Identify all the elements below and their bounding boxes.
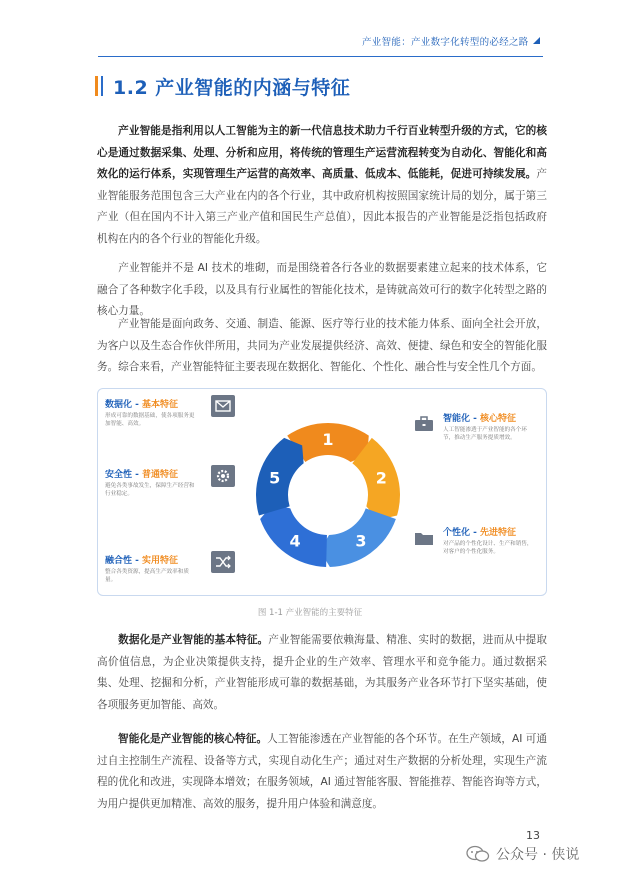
paragraph-datafication: [97, 630, 547, 716]
definition-bold: 产业智能是指利用以人工智能为主的新一代信息技术助力千行百业转型升级的方式，它的核心是通过数据采集、处理、分析和应用，将传统的管理生产运营流程转变为自动化、智能化和高效化的运行体系，实现管理生产运营的高效率、高质量、低成本、低能耗，促进可持续发展。: [97, 125, 547, 180]
feature-name: 个性化: [443, 528, 471, 538]
feature-name: 数据化: [105, 400, 133, 410]
feature-desc: 对产品的个性化设计、生产和销售，对客户的个性化服务。: [443, 541, 533, 555]
heading-accent-bar-blue: [101, 76, 103, 96]
feature-security: [105, 467, 200, 498]
feature-cycle-diagram: [248, 395, 408, 591]
feature-sep: -: [132, 400, 143, 410]
feature-sep: -: [470, 528, 481, 538]
feature-desc: 避免各类事故发生，保障生产经营和行业稳定。: [105, 483, 195, 497]
cycle-number-2: 2: [375, 468, 387, 488]
feature-sep: -: [470, 414, 481, 424]
feature-type: 普通特征: [142, 470, 179, 480]
feature-fusion: [105, 553, 200, 584]
mail-icon: [211, 395, 235, 417]
cycle-number-5: 5: [269, 468, 281, 488]
running-title: 产业智能：产业数字化转型的必经之路: [362, 37, 529, 48]
datafication-rest: 产业智能需要依赖海量、精准、实时的数据，进而从中提取高价值信息，为企业决策提供支持，提升企业的生产效率、管理水平和竞争能力。通过数据采集、处理、挖掘和分析，产业智能形成可靠的数据基础，为其服务产业各环节打下坚实基础，使各项服务更加智能、高效。: [97, 634, 547, 711]
page-number: 13: [526, 829, 540, 842]
feature-type: 核心特征: [480, 414, 517, 424]
paragraph-intelligence: [97, 729, 547, 815]
definition-rest: 产业智能服务范围包含三大产业在内的各个行业，其中政府机构按照国家统计局的划分，属于第三产业（但在国内不计入第三产业产值和国民生产总值），因此本报告的产业智能是泛指包括政府机构在内的各个行业的智能化升级。: [97, 168, 547, 245]
feature-type: 先进特征: [480, 528, 517, 538]
cycle-number-1: 1: [322, 430, 334, 449]
intelligence-bold: 智能化是产业智能的核心特征。: [118, 733, 268, 745]
watermark: [466, 844, 579, 864]
triangle-icon: [533, 37, 540, 44]
heading-accent-bar: [95, 76, 98, 96]
figure-main-features: [97, 388, 547, 596]
feature-type: 基本特征: [142, 400, 179, 410]
features-intro-text: 产业智能是面向政务、交通、制造、能源、医疗等行业的技术能力体系、面向全社会开放，为客户以及生态合作伙伴所用，共同为产业发展提供经济、高效、便捷、绿色和安全的智能化服务。综合来看，产业智能特征主要表现在数据化、智能化、个性化、融合性与安全性几个方面。: [97, 318, 547, 373]
header-divider: [98, 56, 543, 57]
shuffle-icon: [211, 551, 235, 573]
briefcase-icon: [412, 413, 436, 435]
datafication-bold: 数据化是产业智能的基本特征。: [118, 634, 269, 646]
figure-caption: 图 1-1 产业智能的主要特征: [257, 608, 363, 618]
tech-system-text: 产业智能并不是 AI 技术的堆砌，而是围绕着各行各业的数据要素建立起来的技术体系，它融合了各种数字化手段，以及具有行业属性的智能化技术，是铸就高效可行的数字化转型之路的核心力量。: [97, 262, 547, 317]
feature-sep: -: [132, 470, 143, 480]
feature-desc: 整合各类资源，提高生产效率和质量。: [105, 569, 189, 583]
feature-name: 安全性: [105, 470, 133, 480]
feature-desc: 人工智能渗透于产业智能的各个环节，推动生产服务提质增效。: [443, 427, 527, 441]
paragraph-definition: [97, 121, 547, 250]
cycle-number-4: 4: [289, 531, 301, 551]
feature-name: 融合性: [105, 556, 133, 566]
watermark-text: 公众号 · 侠说: [496, 847, 580, 863]
feature-sep: -: [132, 556, 143, 566]
running-header: [362, 34, 540, 48]
cycle-number-3: 3: [355, 531, 367, 551]
section-title: 1.2 产业智能的内涵与特征: [113, 76, 351, 99]
wechat-icon: [466, 845, 490, 863]
feature-personalization: [443, 525, 538, 556]
intelligence-rest: 人工智能渗透在产业智能的各个环节。在生产领域，AI 可通过自主控制生产流程、设备等方式，实现自动化生产；通过对生产数据的分析处理，实现生产流程的优化和改进，实现降本增效；在服务领域，AI 通过智能客服、智能推荐、智能咨询等方式，为用户提供更加精准、高效的服务，提升用户体验和满意度。: [97, 733, 547, 810]
feature-desc: 形成可靠的数据基础，使各项服务更加智能、高效。: [105, 413, 195, 427]
feature-intelligence: [443, 411, 538, 442]
folder-icon: [412, 527, 436, 549]
feature-type: 实用特征: [142, 556, 179, 566]
section-heading: [95, 74, 350, 98]
feature-data: [105, 397, 200, 428]
gear-icon: [211, 465, 235, 487]
paragraph-tech-system: [97, 258, 547, 323]
paragraph-features-intro: [97, 314, 547, 379]
feature-name: 智能化: [443, 414, 471, 424]
